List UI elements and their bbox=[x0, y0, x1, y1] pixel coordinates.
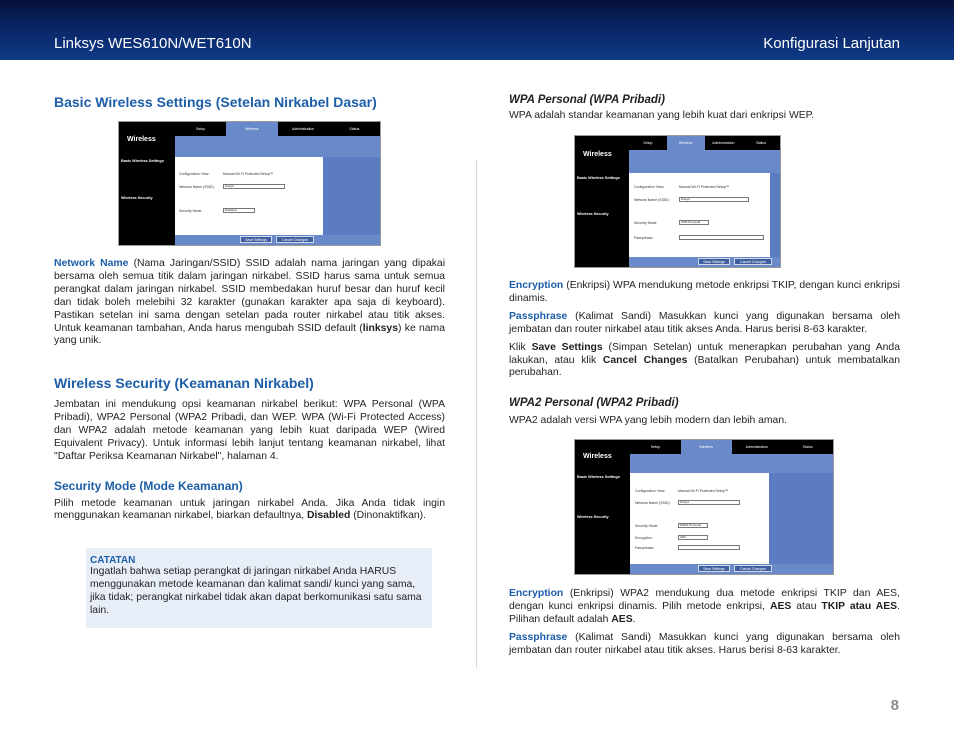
wpa-paragraph: WPA adalah standar keamanan yang lebih kuat dari enkripsi WEP. bbox=[509, 110, 815, 121]
wpa2-paragraph: WPA2 adalah versi WPA yang lebih modern dan lebih aman. bbox=[509, 415, 788, 426]
screenshot-brand: Wireless bbox=[127, 136, 156, 143]
screenshot-save-button: Save Settings bbox=[240, 236, 272, 243]
note-box bbox=[86, 548, 432, 628]
screenshot-mode-field: Disabled bbox=[223, 208, 255, 213]
encryption2-term: Encryption bbox=[509, 588, 564, 599]
screenshot-enc-field: AES bbox=[678, 535, 708, 540]
section-title: Konfigurasi Lanjutan bbox=[763, 35, 900, 52]
network-name-text: (Nama Jaringan/SSID) SSID adalah nama jaringan yang dipakai bersama oleh semua titik dalam jaringan nirkabel. SSID harus sama untuk semua perangkat dalam jaringan nirkabel. SSID membedakan huruf besar dan huruf kecil dan tidak boleh melebihi 32 karakter (gunakan karakter apa saja di keyboard). Pastikan setelan ini sama dengan setelan pada router nirkabel atau titik akses. Untuk keamanan tambahan, Anda harus mengubah SSID default ( bbox=[54, 258, 445, 334]
screenshot-tab: Administration bbox=[712, 141, 735, 145]
passphrase-paragraph bbox=[509, 311, 900, 337]
security-mode-paragraph bbox=[54, 498, 445, 524]
screenshot-cancel-button: Cancel Changes bbox=[734, 565, 772, 572]
security-block bbox=[54, 375, 445, 523]
screenshot-tab: Setup bbox=[650, 445, 660, 449]
product-title: Linksys WES610N/WET610N bbox=[54, 35, 252, 52]
screenshot-cancel-button: Cancel Changes bbox=[734, 258, 772, 265]
wpa2-block bbox=[509, 397, 900, 428]
screenshot-brand: Wireless bbox=[583, 151, 612, 158]
screenshot-pass-field bbox=[679, 235, 764, 240]
screenshot-tab: Wireless bbox=[226, 122, 277, 136]
encryption2-text-end: . bbox=[632, 613, 636, 625]
encryption2-text: . Pilihan default adalah bbox=[509, 600, 900, 625]
aes-default: AES bbox=[611, 613, 633, 625]
screenshot-mode-field: WPA2 Personal bbox=[678, 523, 708, 528]
screenshot-config-options: Manual Wi-Fi Protected Setup™ bbox=[678, 489, 729, 493]
screenshot-wpa2-personal bbox=[574, 439, 834, 575]
screenshot-config-label: Configuration View: bbox=[635, 489, 666, 493]
screenshot-tab: Setup bbox=[643, 141, 653, 145]
screenshot-save-button: Save Settings bbox=[698, 258, 730, 265]
cancel-changes-ref: Cancel Changes bbox=[602, 354, 688, 366]
network-name-text-end: ) ke nama yang unik. bbox=[54, 322, 445, 347]
page-number: 8 bbox=[890, 697, 899, 714]
wpa2-heading: WPA2 Personal (WPA2 Pribadi) bbox=[509, 397, 679, 409]
tkip-aes-option: TKIP atau AES bbox=[821, 600, 898, 612]
screenshot-config-options: Manual Wi-Fi Protected Setup™ bbox=[223, 172, 274, 176]
screenshot-mode-field: WPA Personal bbox=[679, 220, 709, 225]
screenshot-ssid-field: linksys bbox=[678, 500, 740, 505]
screenshot-brand: Wireless bbox=[583, 453, 612, 460]
aes-option: AES bbox=[769, 600, 792, 612]
passphrase-text: (Kalimat Sandi) Masukkan kunci yang digunakan bersama oleh jembatan dan router nirkabel atau titik akses Anda. Harus berisi 8-63 karakter. bbox=[509, 310, 900, 335]
wireless-security-heading: Wireless Security (Keamanan Nirkabel) bbox=[54, 375, 314, 391]
wpa-block bbox=[509, 94, 900, 123]
save-instruction-text: Klik bbox=[509, 341, 532, 353]
screenshot-section-security: Wireless Security bbox=[577, 212, 609, 216]
encryption2-paragraph bbox=[509, 588, 900, 627]
save-settings-ref: Save Settings bbox=[531, 341, 603, 353]
network-name-block bbox=[54, 258, 445, 348]
wpa-heading: WPA Personal (WPA Pribadi) bbox=[509, 94, 665, 106]
screenshot-section-basic: Basic Wireless Settings bbox=[121, 159, 164, 163]
network-name-default: linksys bbox=[362, 322, 398, 334]
security-mode-heading: Security Mode (Mode Keamanan) bbox=[54, 478, 243, 493]
wpa2-details-block bbox=[509, 588, 900, 658]
screenshot-save-button: Save Settings bbox=[698, 565, 730, 572]
encryption2-text: (Enkripsi) WPA2 mendukung dua metode enkripsi TKIP dan AES, dengan kunci enkripsi dinamis. Pilih metode enkripsi, bbox=[509, 588, 900, 612]
screenshot-tab: Status bbox=[802, 445, 813, 449]
basic-wireless-heading: Basic Wireless Settings (Setelan Nirkabel Dasar) bbox=[54, 94, 377, 110]
security-mode-default: Disabled bbox=[307, 510, 351, 522]
screenshot-ssid-label: Network Name (SSID): bbox=[635, 501, 671, 505]
network-name-term: Network Name bbox=[54, 258, 129, 269]
screenshot-tab: Wireless bbox=[681, 440, 732, 454]
screenshot-ssid-field: linksys bbox=[679, 197, 749, 202]
note-label: CATATAN bbox=[90, 555, 136, 566]
save-instruction-paragraph bbox=[509, 342, 900, 381]
screenshot-section-basic: Basic Wireless Settings bbox=[577, 176, 620, 180]
screenshot-pass-field bbox=[678, 545, 740, 550]
screenshot-ssid-label: Network Name (SSID): bbox=[179, 185, 215, 189]
screenshot-config-options: Manual Wi-Fi Protected Setup™ bbox=[679, 185, 730, 189]
screenshot-tab: Wireless bbox=[667, 136, 705, 150]
page-header bbox=[0, 0, 954, 60]
screenshot-pass-label: Passphrase: bbox=[634, 236, 654, 240]
screenshot-tab: Administration bbox=[292, 127, 315, 131]
screenshot-tab: Status bbox=[349, 127, 360, 131]
encryption-paragraph bbox=[509, 280, 900, 306]
screenshot-basic-wireless bbox=[118, 121, 381, 246]
passphrase2-text: (Kalimat Sandi) Masukkan kunci yang digunakan bersama oleh jembatan dan router nirkabel atau titik akses. Harus berisi 8-63 karakter. bbox=[509, 631, 900, 656]
encryption-text: (Enkripsi) WPA mendukung metode enkripsi TKIP, dengan kunci enkripsi dinamis. bbox=[509, 280, 900, 304]
security-mode-text-end: (Dinonaktifkan). bbox=[350, 510, 426, 522]
passphrase2-term: Passphrase bbox=[509, 631, 568, 643]
passphrase2-paragraph bbox=[509, 632, 900, 658]
screenshot-mode-label: Security Mode: bbox=[634, 221, 658, 225]
network-name-paragraph bbox=[54, 258, 445, 348]
screenshot-pass-label: Passphrase: bbox=[635, 546, 655, 550]
encryption-term: Encryption bbox=[509, 280, 564, 291]
screenshot-config-label: Configuration View: bbox=[179, 172, 210, 176]
screenshot-section-security: Wireless Security bbox=[577, 515, 609, 519]
screenshot-cancel-button: Cancel Changes bbox=[276, 236, 314, 243]
screenshot-ssid-label: Network Name (SSID): bbox=[634, 198, 670, 202]
save-instruction-text-end: (Batalkan Perubahan) untuk membatalkan perubahan. bbox=[509, 354, 901, 379]
screenshot-mode-label: Security Mode: bbox=[635, 524, 659, 528]
screenshot-wpa-personal bbox=[574, 135, 781, 268]
screenshot-section-security: Wireless Security bbox=[121, 196, 153, 200]
encryption2-text: atau bbox=[791, 600, 822, 612]
screenshot-mode-label: Security Mode: bbox=[179, 209, 203, 213]
passphrase-term: Passphrase bbox=[509, 310, 568, 322]
wpa-details-block bbox=[509, 280, 900, 380]
screenshot-enc-label: Encryption: bbox=[635, 536, 653, 540]
screenshot-tab: Status bbox=[756, 141, 767, 145]
screenshot-tab: Setup bbox=[196, 127, 206, 131]
column-divider bbox=[476, 160, 477, 668]
screenshot-tab: Administration bbox=[745, 445, 768, 449]
security-mode-text: Pilih metode keamanan untuk jaringan nirkabel Anda. Jika Anda tidak ingin menggunakan keamanan nirkabel, biarkan defaultnya, bbox=[54, 497, 445, 522]
screenshot-config-label: Configuration View: bbox=[634, 185, 665, 189]
screenshot-ssid-field: linksys bbox=[223, 184, 285, 189]
wireless-security-paragraph: Jembatan ini mendukung opsi keamanan nirkabel berikut: WPA Personal (WPA Pribadi), WPA2 Personal (WPA2 Pribadi, dan WEP. WPA (Wi-Fi Protected Access) dan WPA2 adalah metode keamanan yang lebih kuat daripada WEP (Wired Equivalent Privacy). Untuk informasi lebih lanjut tentang keamanan nirkabel, lihat "Daftar Periksa Keamanan Nirkabel", halaman 4. bbox=[54, 399, 445, 462]
screenshot-section-basic: Basic Wireless Settings bbox=[577, 475, 620, 479]
left-column bbox=[54, 90, 445, 110]
save-instruction-text: (Simpan Setelan) untuk menerapkan perubahan yang Anda lakukan, atau klik bbox=[509, 341, 900, 366]
note-text: Ingatlah bahwa setiap perangkat di jaringan nirkabel Anda HARUS menggunakan metode keamanan dan kalimat sandi/ kunci yang sama, jika tidak; perangkat nirkabel tidak akan dapat berkomunikasi satu sama lain. bbox=[90, 566, 422, 616]
